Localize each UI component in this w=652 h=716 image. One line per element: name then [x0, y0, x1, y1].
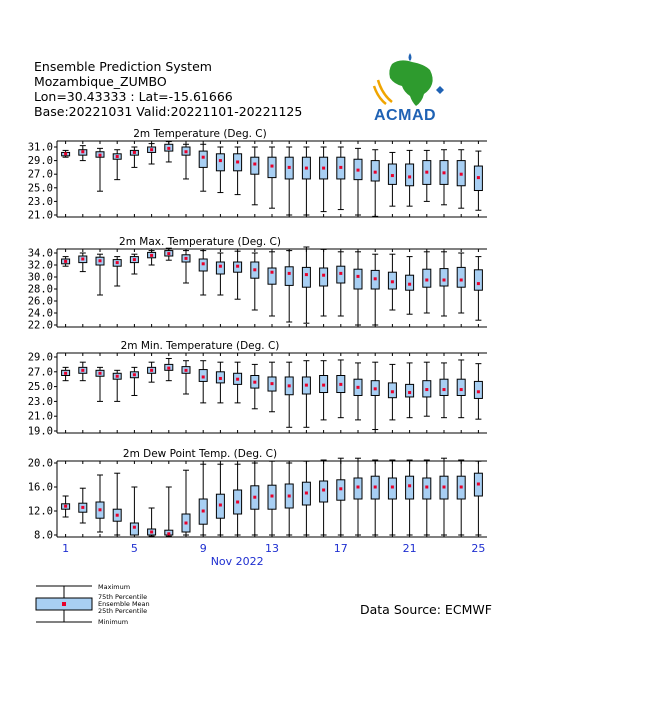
panel-0-mean-marker	[322, 167, 325, 170]
panel-3-mean-marker	[253, 496, 256, 499]
panel-0-mean-marker	[202, 156, 205, 159]
legend-mean-label: Ensemble Mean	[98, 600, 150, 608]
panel-3-mean-marker	[460, 486, 463, 489]
panel-3-mean-marker	[339, 487, 342, 490]
panel-2-mean-marker	[339, 383, 342, 386]
panel-1-mean-marker	[150, 254, 153, 257]
panel-2-box	[457, 379, 465, 395]
legend-minimum-label: Minimum	[98, 618, 129, 626]
panel-2-mean-marker	[236, 378, 239, 381]
panel-1-mean-marker	[185, 257, 188, 260]
panel-3-ytick-label: 8.0	[34, 529, 53, 542]
panel-2-mean-marker	[64, 372, 67, 375]
panel-1-ytick-label: 26.0	[27, 295, 53, 308]
panel-3-mean-marker	[425, 486, 428, 489]
panel-2-mean-marker	[185, 369, 188, 372]
panel-2-mean-marker	[133, 373, 136, 376]
legend-mean-marker	[62, 602, 66, 606]
panel-3-ytick-label: 20.0	[27, 457, 53, 470]
panel-1-mean-marker	[288, 272, 291, 275]
panel-3-mean-marker	[167, 532, 170, 535]
panel-0-mean-marker	[64, 152, 67, 155]
panel-1-box	[320, 268, 328, 286]
panel-3-box	[406, 476, 414, 499]
header-location: Mozambique_ZUMBO	[34, 74, 167, 89]
panel-1-mean-marker	[99, 259, 102, 262]
panel-2-mean-marker	[408, 391, 411, 394]
panel-0-mean-marker	[305, 167, 308, 170]
panel-0-mean-marker	[236, 160, 239, 163]
panel-0-box	[406, 164, 414, 186]
panel-1-mean-marker	[133, 258, 136, 261]
panel-3-mean-marker	[81, 506, 84, 509]
panel-1-mean-marker	[425, 279, 428, 282]
panel-0-mean-marker	[391, 174, 394, 177]
panel-3-ytick-label: 12.0	[27, 505, 53, 518]
panel-0-mean-marker	[425, 171, 428, 174]
panel-0-mean-marker	[408, 175, 411, 178]
panel-3-mean-marker	[391, 486, 394, 489]
panel-0-ytick-label: 21.0	[27, 209, 53, 222]
xtick-label: 13	[265, 542, 279, 555]
panel-0-mean-marker	[99, 154, 102, 157]
panel-0-mean-marker	[477, 176, 480, 179]
panel-3-mean-marker	[408, 484, 411, 487]
panel-2-mean-marker	[253, 381, 256, 384]
panel-2-mean-marker	[357, 386, 360, 389]
panel-1-ytick-label: 32.0	[27, 259, 53, 272]
panel-1-mean-marker	[305, 273, 308, 276]
panel-0-box	[216, 154, 224, 171]
panel-1-box	[423, 269, 431, 287]
panel-1-ytick-label: 24.0	[27, 307, 53, 320]
panel-1-mean-marker	[271, 271, 274, 274]
panel-0-ytick-label: 25.0	[27, 182, 53, 195]
panel-0-mean-marker	[374, 171, 377, 174]
panel-0-mean-marker	[339, 166, 342, 169]
panel-1-mean-marker	[81, 258, 84, 261]
panel-0-mean-marker	[133, 151, 136, 154]
x-axis-label: Nov 2022	[210, 555, 264, 568]
panel-0-mean-marker	[219, 159, 222, 162]
panel-0-ytick-label: 29.0	[27, 155, 53, 168]
header-coordinates: Lon=30.43333 : Lat=-15.61666	[34, 89, 233, 104]
panel-2-mean-marker	[271, 382, 274, 385]
panel-1-box	[302, 267, 310, 287]
panel-2-ytick-label: 29.0	[27, 351, 53, 364]
panel-2-mean-marker	[81, 369, 84, 372]
panel-3-box	[130, 523, 138, 535]
panel-1-mean-marker	[236, 265, 239, 268]
panel-0-box	[199, 151, 207, 167]
panel-3-mean-marker	[322, 489, 325, 492]
panel-3-mean-marker	[357, 486, 360, 489]
panel-3-mean-marker	[116, 514, 119, 517]
panel-1-mean-marker	[477, 282, 480, 285]
panel-0-mean-marker	[116, 155, 119, 158]
panel-2-mean-marker	[443, 388, 446, 391]
panel-2-mean-marker	[116, 375, 119, 378]
panel-3-mean-marker	[236, 501, 239, 504]
panel-3-mean-marker	[374, 486, 377, 489]
panel-1-mean-marker	[339, 272, 342, 275]
panel-1-mean-marker	[443, 279, 446, 282]
xtick-label: 5	[130, 542, 138, 555]
panel-1-box	[457, 267, 465, 287]
panel-0-mean-marker	[253, 163, 256, 166]
panel-1-mean-marker	[391, 280, 394, 283]
panel-2-mean-marker	[425, 388, 428, 391]
panel-0-mean-marker	[150, 148, 153, 151]
panel-2-mean-marker	[167, 367, 170, 370]
panel-1-mean-marker	[253, 268, 256, 271]
panel-0-ytick-label: 27.0	[27, 168, 53, 181]
panel-3-mean-marker	[477, 483, 480, 486]
xtick-label: 25	[471, 542, 486, 555]
panel-1-ytick-label: 34.0	[27, 247, 53, 260]
header-dates: Base:20221031 Valid:20221101-20221125	[34, 104, 303, 119]
panel-0-mean-marker	[271, 165, 274, 168]
panel-1-mean-marker	[64, 260, 67, 263]
panel-2-mean-marker	[477, 390, 480, 393]
panel-1-mean-marker	[408, 283, 411, 286]
panel-1-box	[474, 270, 482, 290]
panel-2-mean-marker	[99, 372, 102, 375]
panel-2-mean-marker	[322, 384, 325, 387]
panel-3-mean-marker	[305, 492, 308, 495]
panel-2-ytick-label: 19.0	[27, 425, 53, 438]
xtick-label: 17	[333, 542, 348, 555]
panel-0-box	[251, 157, 259, 174]
panel-1-mean-marker	[374, 277, 377, 280]
panel-3-title: 2m Dew Point Temp. (Deg. C)	[122, 448, 278, 460]
panel-0-ytick-label: 23.0	[27, 195, 53, 208]
data-source-label: Data Source: ECMWF	[360, 602, 492, 617]
header-title: Ensemble Prediction System	[34, 59, 212, 74]
panel-1-mean-marker	[219, 265, 222, 268]
xtick-label: 9	[199, 542, 207, 555]
panel-0-mean-marker	[167, 147, 170, 150]
panel-3-mean-marker	[64, 505, 67, 508]
panel-2-ytick-label: 27.0	[27, 366, 53, 379]
panel-1-ytick-label: 30.0	[27, 271, 53, 284]
panel-0-mean-marker	[443, 171, 446, 174]
panel-1-box	[440, 269, 448, 286]
panel-3-ytick-label: 16.0	[27, 481, 53, 494]
legend	[30, 580, 190, 628]
panel-3-mean-marker	[150, 531, 153, 534]
panel-1-mean-marker	[116, 261, 119, 264]
panel-0-mean-marker	[288, 166, 291, 169]
logo-text: ACMAD	[374, 107, 437, 124]
legend-p25-label: 25th Percentile	[98, 607, 148, 615]
panel-1-mean-marker	[322, 274, 325, 277]
panel-0-ytick-label: 31.0	[27, 141, 53, 154]
panel-3-mean-marker	[185, 522, 188, 525]
panel-2-mean-marker	[460, 388, 463, 391]
panel-2-box	[474, 381, 482, 398]
panel-3-mean-marker	[133, 526, 136, 529]
panel-1-box	[354, 269, 362, 289]
panel-3-mean-marker	[202, 510, 205, 513]
panel-1-mean-marker	[167, 252, 170, 255]
panel-1-box	[268, 268, 276, 284]
panel-1-mean-marker	[460, 279, 463, 282]
panel-2-mean-marker	[374, 387, 377, 390]
panel-0-mean-marker	[357, 169, 360, 172]
panel-2-box	[406, 384, 414, 397]
panel-3-mean-marker	[219, 504, 222, 507]
legend-p75-label: 75th Percentile	[98, 593, 148, 601]
panel-0-mean-marker	[460, 173, 463, 176]
panel-3-mean-marker	[288, 495, 291, 498]
panel-1-title: 2m Max. Temperature (Deg. C)	[119, 236, 281, 248]
panel-2-box	[440, 379, 448, 395]
panel-2-mean-marker	[288, 384, 291, 387]
panel-1-mean-marker	[357, 275, 360, 278]
panel-2-title: 2m Min. Temperature (Deg. C)	[120, 340, 280, 352]
panel-2-ytick-label: 23.0	[27, 395, 53, 408]
panel-2-mean-marker	[202, 375, 205, 378]
panel-3-mean-marker	[271, 495, 274, 498]
panel-1-mean-marker	[202, 262, 205, 265]
panel-0-mean-marker	[81, 150, 84, 153]
xtick-label: 21	[402, 542, 417, 555]
panel-0-mean-marker	[185, 150, 188, 153]
panel-1-box	[216, 262, 224, 274]
panel-2-ytick-label: 21.0	[27, 410, 53, 423]
panel-2-ytick-label: 25.0	[27, 381, 53, 394]
panel-2-mean-marker	[391, 390, 394, 393]
panel-1-ytick-label: 22.0	[27, 319, 53, 332]
panel-0-title: 2m Temperature (Deg. C)	[133, 128, 267, 140]
panel-3-mean-marker	[99, 508, 102, 511]
panel-3-mean-marker	[443, 486, 446, 489]
xtick-label: 1	[62, 542, 70, 555]
panel-1-ytick-label: 28.0	[27, 283, 53, 296]
panel-1-box	[285, 267, 293, 286]
legend-maximum-label: Maximum	[98, 583, 131, 591]
panel-2-mean-marker	[305, 384, 308, 387]
panel-2-mean-marker	[219, 377, 222, 380]
panel-2-mean-marker	[150, 369, 153, 372]
